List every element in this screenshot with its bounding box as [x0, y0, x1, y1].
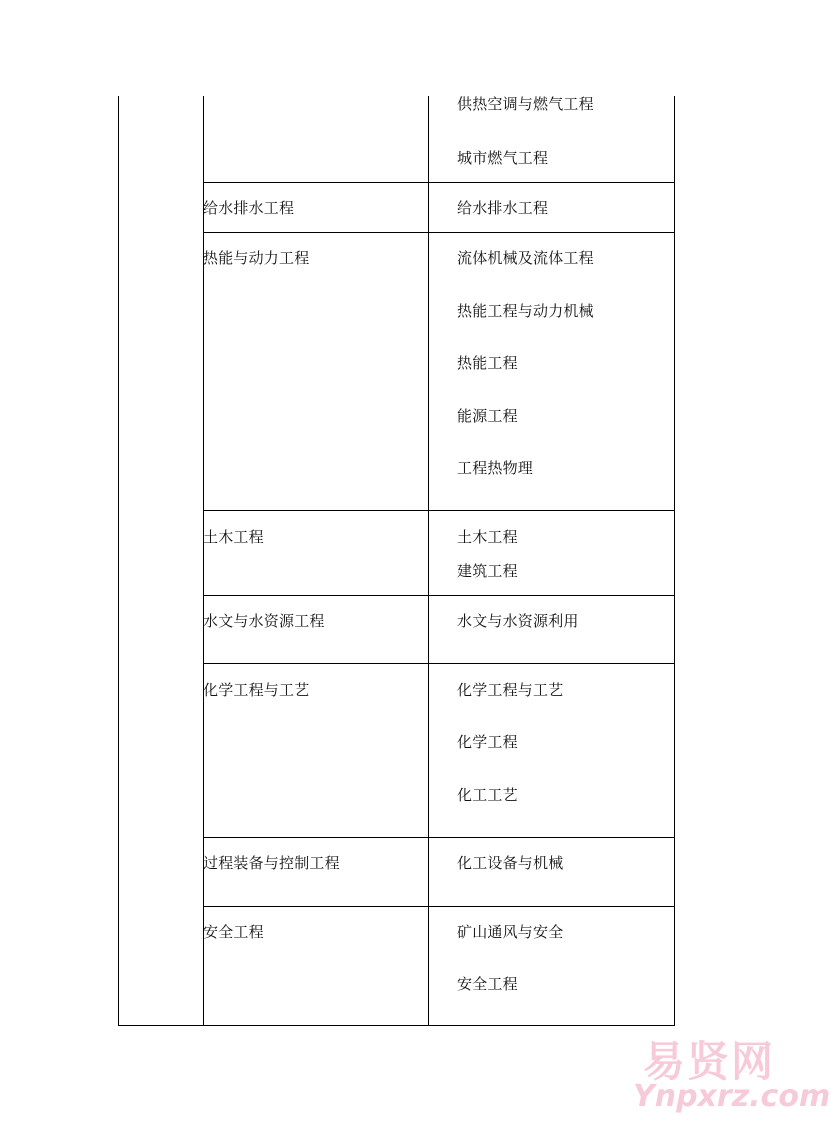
related-major-cell: 能源工程 [457, 407, 518, 425]
related-major-cell: 供热空调与燃气工程 [457, 95, 594, 113]
related-major-cell: 化工设备与机械 [457, 854, 564, 872]
major-cell: 给水排水工程 [203, 199, 295, 217]
row-divider [203, 232, 675, 233]
watermark-chinese-text: 易贤网 [642, 1037, 775, 1086]
row-divider [203, 906, 675, 907]
major-cell: 热能与动力工程 [203, 249, 310, 267]
site-watermark [633, 1037, 830, 1116]
related-major-cell: 流体机械及流体工程 [457, 249, 594, 267]
table-left-border [118, 96, 119, 1026]
related-major-cell: 化工工艺 [457, 786, 518, 804]
related-major-cell: 热能工程与动力机械 [457, 302, 594, 320]
related-major-cell: 工程热物理 [457, 459, 534, 477]
related-major-cell: 安全工程 [457, 975, 518, 993]
major-cell: 化学工程与工艺 [203, 681, 310, 699]
row-divider [203, 182, 675, 183]
major-cell: 过程装备与控制工程 [203, 854, 340, 872]
related-major-cell: 矿山通风与安全 [457, 923, 564, 941]
major-cell: 土木工程 [203, 528, 264, 546]
related-major-cell: 城市燃气工程 [457, 149, 549, 167]
major-cell: 水文与水资源工程 [203, 612, 325, 630]
row-divider [203, 837, 675, 838]
related-major-cell: 给水排水工程 [457, 199, 549, 217]
related-major-cell: 化学工程 [457, 733, 518, 751]
table-column-divider-2 [428, 96, 429, 1026]
related-major-cell: 热能工程 [457, 354, 518, 372]
related-major-cell: 建筑工程 [457, 562, 518, 580]
row-divider [203, 510, 675, 511]
row-divider [203, 595, 675, 596]
related-major-cell: 化学工程与工艺 [457, 681, 564, 699]
related-major-cell: 水文与水资源利用 [457, 612, 579, 630]
table-bottom-border [118, 1025, 675, 1026]
watermark-domain-text: Ynpxrz.com [633, 1079, 830, 1114]
related-major-cell: 土木工程 [457, 528, 518, 546]
table-column-divider-1 [203, 96, 204, 1026]
row-divider [203, 663, 675, 664]
major-cell: 安全工程 [203, 923, 264, 941]
table-right-border [674, 96, 675, 1026]
